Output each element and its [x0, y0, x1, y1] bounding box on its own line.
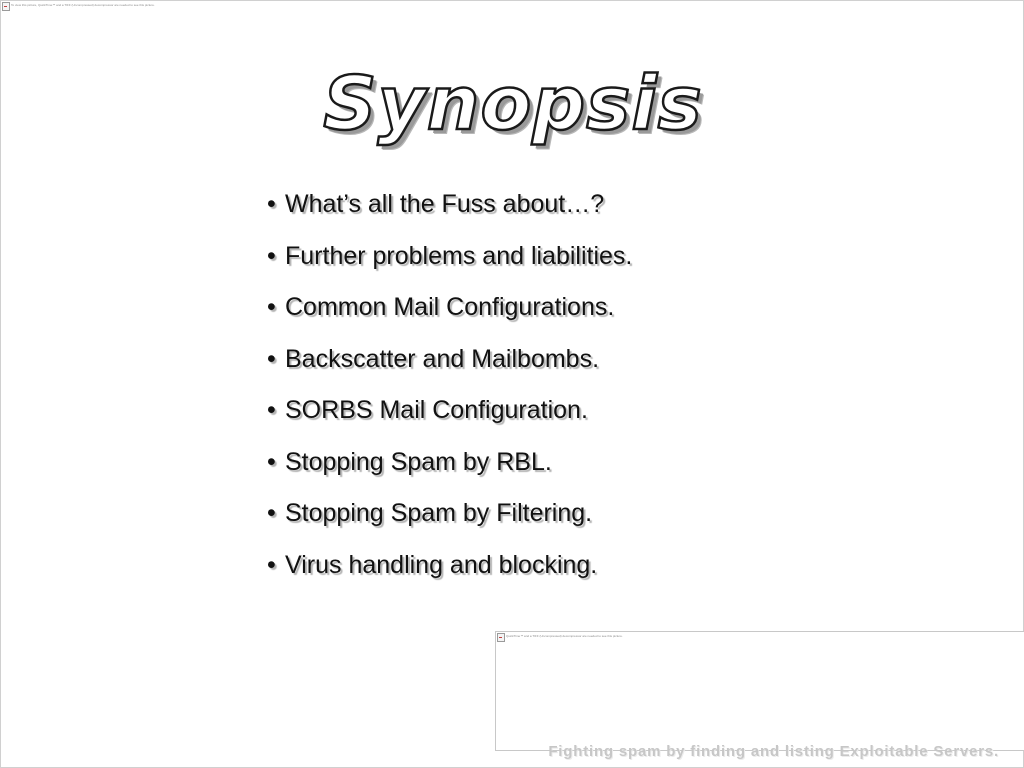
image-placeholder-caption: QuickTime™ and a TIFF (Uncompressed) decompressor are needed to see this picture.	[506, 634, 623, 638]
bullet-dot-icon: •	[267, 344, 276, 373]
bullet-dot-icon: •	[267, 550, 276, 579]
bullet-text: Stopping Spam by Filtering.	[285, 499, 593, 527]
bullet-text: SORBS Mail Configuration.	[285, 396, 588, 424]
bullet-text: Stopping Spam by RBL.	[285, 447, 552, 476]
bullet-text: Virus handling and blocking.	[285, 550, 598, 579]
bullet-item	[267, 179, 632, 231]
slide-footer: Fighting spam by finding and listing Exploitable Servers.	[548, 743, 999, 760]
bullet-text: Common Mail Configurations.	[285, 293, 615, 321]
bullet-item	[267, 282, 632, 334]
bullet-dot-icon: •	[267, 396, 276, 424]
bullet-dot-icon: •	[267, 447, 276, 476]
bullet-text: Further problems and liabilities.	[285, 241, 633, 270]
bullet-item	[267, 385, 632, 437]
bullet-item	[267, 334, 632, 386]
top-image-caption: To view this picture, QuickTime™ and a TIFF (Uncompressed) decompressor are needed to see this picture.	[11, 3, 155, 7]
bullet-text: Backscatter and Mailbombs.	[285, 344, 600, 373]
bullet-dot-icon: •	[267, 190, 276, 218]
slide-title: Synopsis	[323, 61, 703, 147]
bullet-dot-icon: •	[267, 499, 276, 527]
image-placeholder	[495, 631, 1024, 751]
broken-image-icon	[497, 633, 505, 642]
bullet-item	[267, 231, 632, 283]
bullet-list	[267, 179, 632, 591]
bullet-item	[267, 437, 632, 489]
bullet-dot-icon: •	[267, 293, 276, 321]
bullet-dot-icon: •	[267, 241, 276, 270]
broken-image-icon	[2, 2, 10, 11]
bullet-item	[267, 488, 632, 540]
bullet-item	[267, 540, 632, 592]
bullet-text: What’s all the Fuss about…?	[285, 190, 605, 218]
